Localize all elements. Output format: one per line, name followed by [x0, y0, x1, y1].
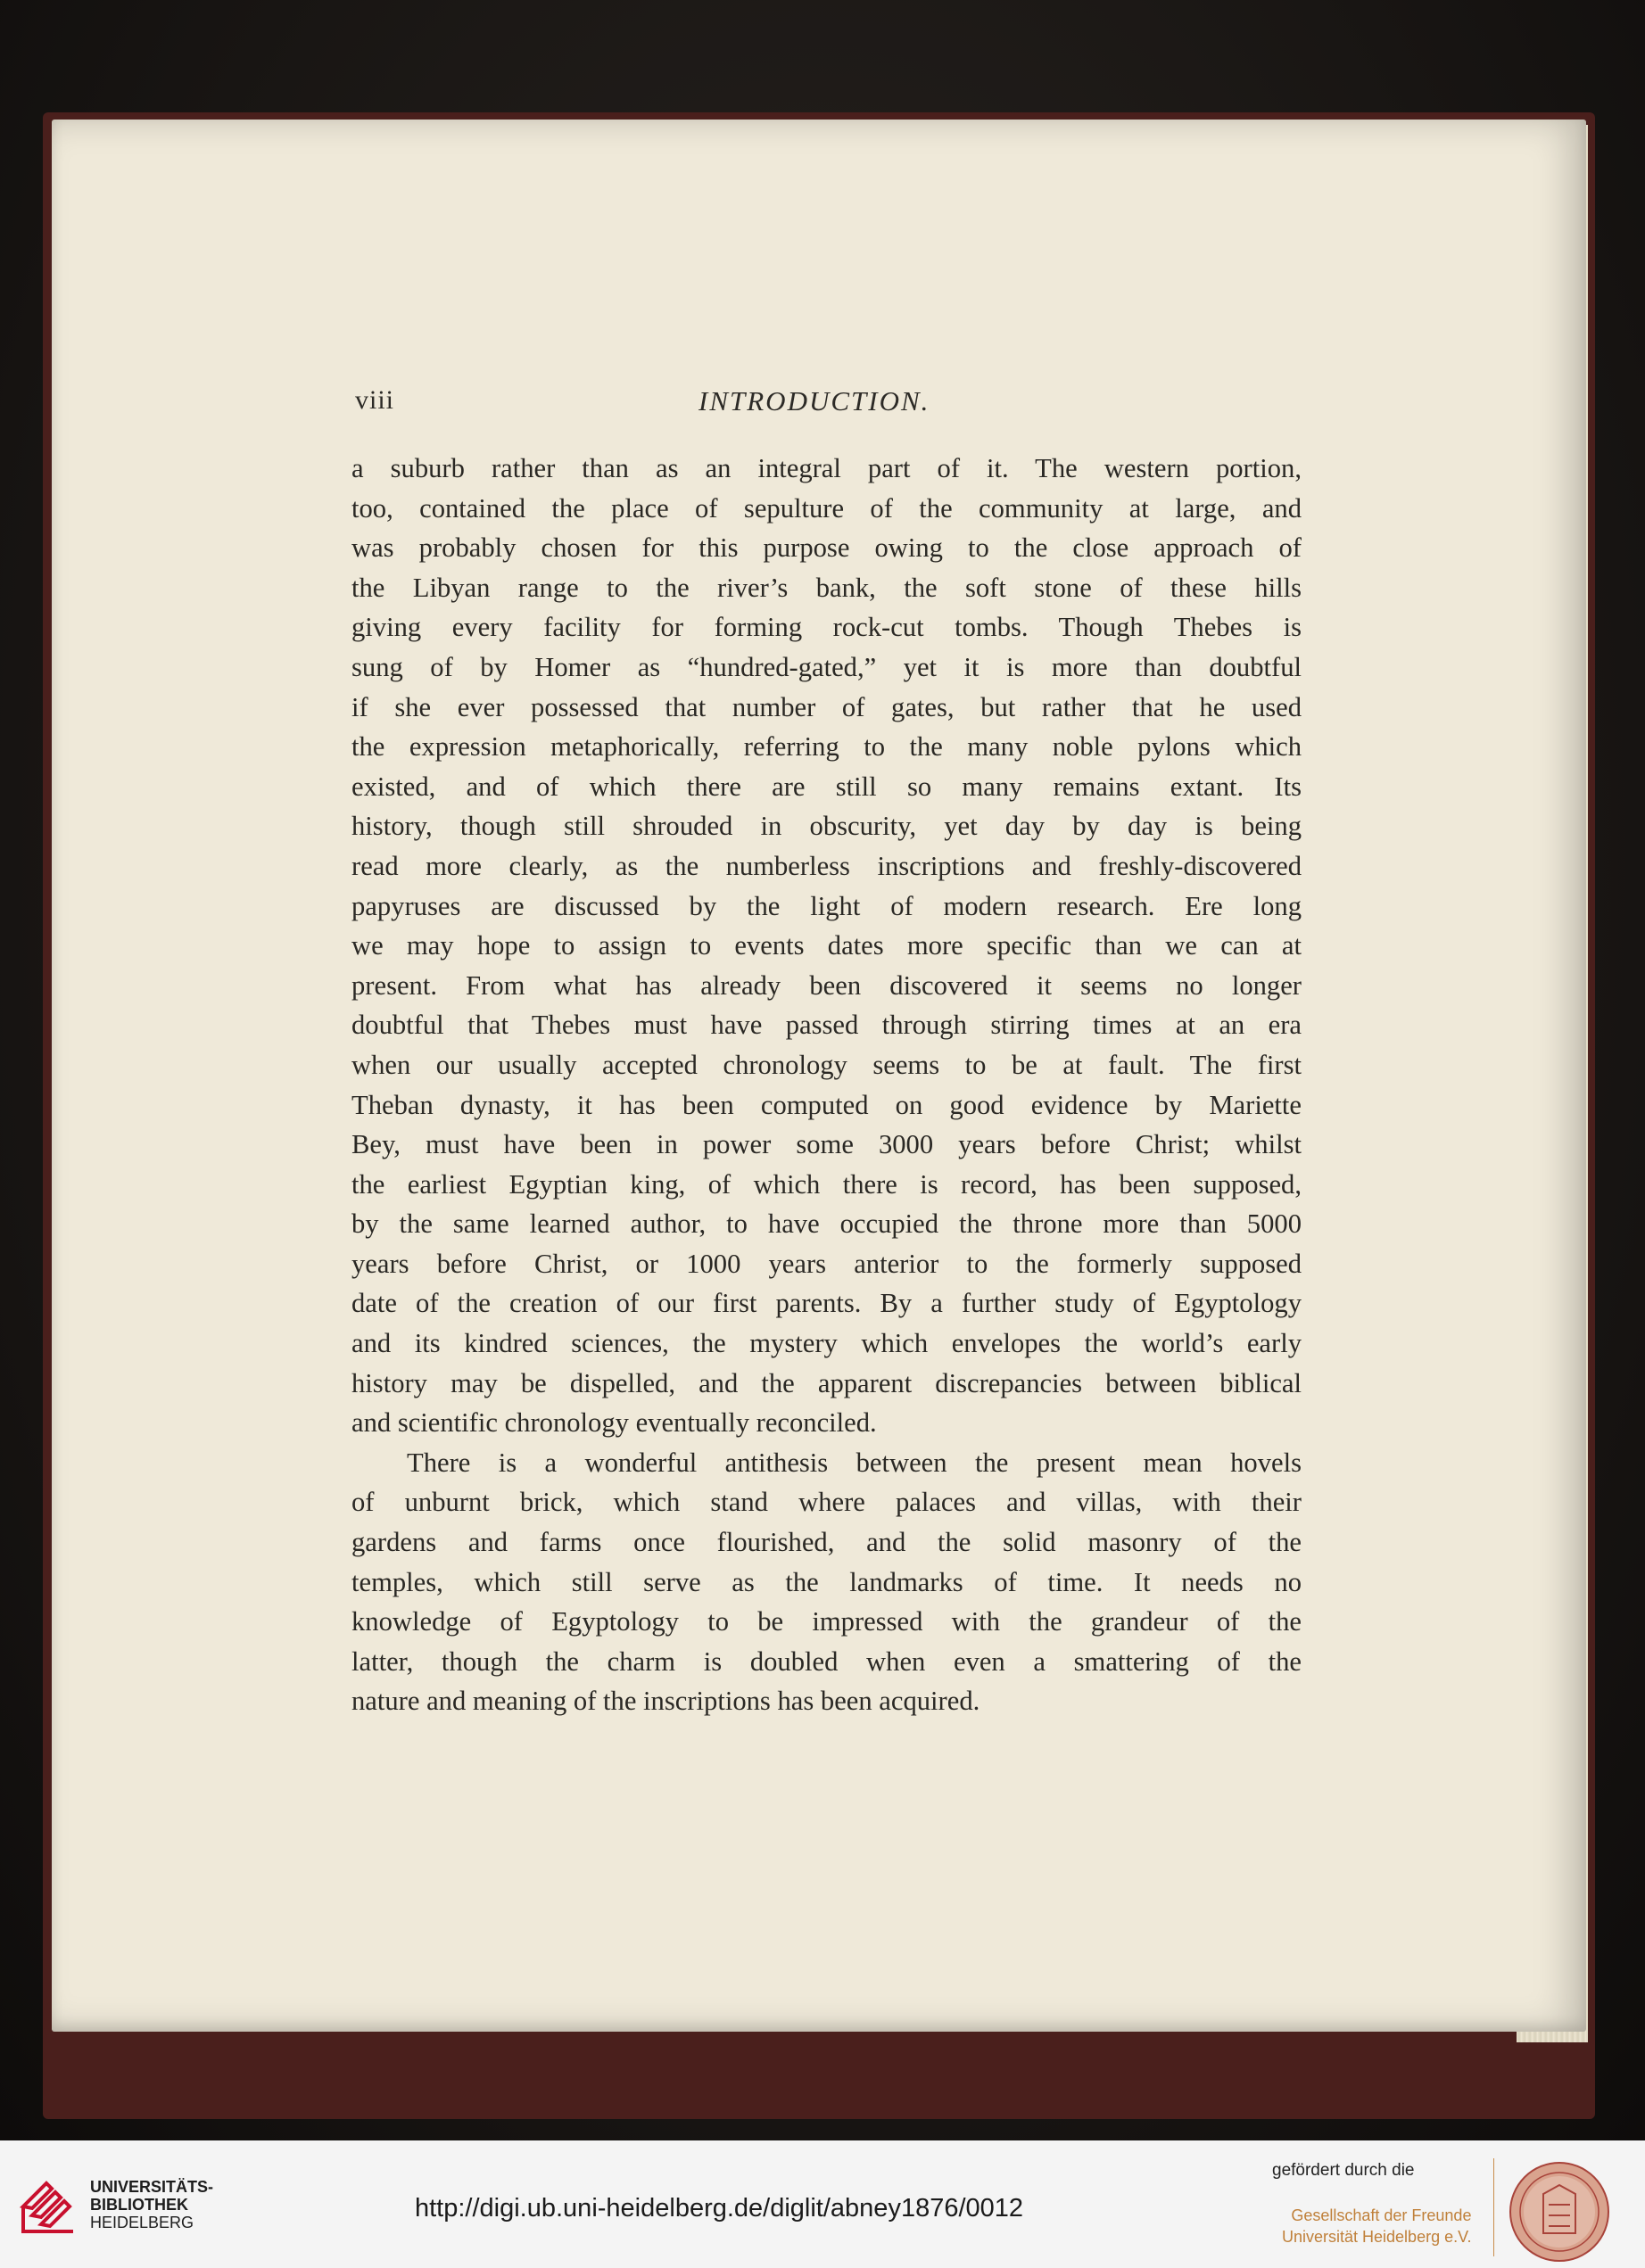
sponsor-divider [1493, 2158, 1494, 2256]
text-line: was probably chosen for this purpose owing to the close approach of [351, 532, 1302, 564]
text-line: of unburnt brick, which stand where palaces and villas, with their [351, 1487, 1302, 1518]
sponsor-intro: gefördert durch die [1272, 2161, 1415, 2180]
library-name [90, 2178, 213, 2231]
text-line: papyruses are discussed by the light of modern research. Ere long [351, 890, 1302, 921]
text-line: history may be dispelled, and the apparent discrepancies between biblical [351, 1367, 1302, 1398]
running-head [355, 385, 1301, 421]
text-line: if she ever possessed that number of gates, but rather that he used [351, 691, 1302, 722]
text-line: history, though still shrouded in obscurity, yet day by day is being [351, 811, 1302, 842]
text-line: gardens and farms once flourished, and the solid masonry of the [351, 1527, 1302, 1558]
library-name-line: BIBLIOTHEK [90, 2196, 188, 2214]
text-line: Theban dynasty, it has been computed on good evidence by Mariette [351, 1089, 1302, 1120]
text-line: existed, and of which there are still so many remains extant. Its [351, 771, 1302, 802]
text-line: nature and meaning of the inscriptions has been acquired. [351, 1686, 980, 1717]
running-title: INTRODUCTION. [699, 385, 930, 416]
text-line: and scientific chronology eventually reconciled. [351, 1407, 877, 1439]
text-line: doubtful that Thebes must have passed through stirring times at an era [351, 1010, 1302, 1041]
text-line: sung of by Homer as “hundred-gated,” yet it is more than doubtful [351, 651, 1302, 682]
sponsor-name-line: Gesellschaft der Freunde [1291, 2206, 1472, 2224]
text-line: and its kindred sciences, the mystery which envelopes the world’s early [351, 1328, 1302, 1359]
footer-bar [0, 2140, 1645, 2268]
body-text [351, 449, 1302, 1721]
text-line: by the same learned author, to have occupied the throne more than 5000 [351, 1208, 1302, 1240]
university-seal-icon [1508, 2160, 1611, 2264]
sponsor-name [1282, 2205, 1471, 2247]
text-line: too, contained the place of sepulture of the community at large, and [351, 492, 1302, 524]
text-line: read more clearly, as the numberless inscriptions and freshly-discovered [351, 850, 1302, 881]
permalink-url[interactable]: http://digi.ub.uni-heidelberg.de/diglit/abney1876/0012 [415, 2194, 1024, 2223]
library-name-line: HEIDELBERG [90, 2214, 194, 2231]
library-name-line: UNIVERSITÄTS- [90, 2178, 214, 2196]
text-line: years before Christ, or 1000 years anterior to the formerly supposed [351, 1248, 1302, 1279]
text-line: temples, which still serve as the landmarks of time. It needs no [351, 1566, 1302, 1597]
text-line: the expression metaphorically, referring to the many noble pylons which [351, 731, 1302, 763]
sponsor-name-line: Universität Heidelberg e.V. [1282, 2228, 1472, 2246]
page-number: viii [355, 385, 395, 415]
text-line: present. From what has already been discovered it seems no longer [351, 969, 1302, 1001]
text-line: There is a wonderful antithesis between the present mean hovels [407, 1447, 1302, 1478]
text-line: when our usually accepted chronology seems to be at fault. The first [351, 1049, 1302, 1080]
text-line: we may hope to assign to events dates more specific than we can at [351, 930, 1302, 961]
text-line: a suburb rather than as an integral part of it. The western portion, [351, 453, 1302, 483]
library-logo-icon [20, 2176, 79, 2235]
text-line: the Libyan range to the river’s bank, the soft stone of these hills [351, 572, 1302, 603]
text-line: the earliest Egyptian king, of which there is record, has been supposed, [351, 1168, 1302, 1200]
text-line: giving every facility for forming rock-cut tombs. Though Thebes is [351, 612, 1302, 643]
text-line: date of the creation of our first parents. By a further study of Egyptology [351, 1288, 1302, 1319]
text-line: Bey, must have been in power some 3000 years before Christ; whilst [351, 1129, 1302, 1160]
text-line: latter, though the charm is doubled when even a smattering of the [351, 1645, 1302, 1677]
text-line: knowledge of Egyptology to be impressed with the grandeur of the [351, 1606, 1302, 1637]
